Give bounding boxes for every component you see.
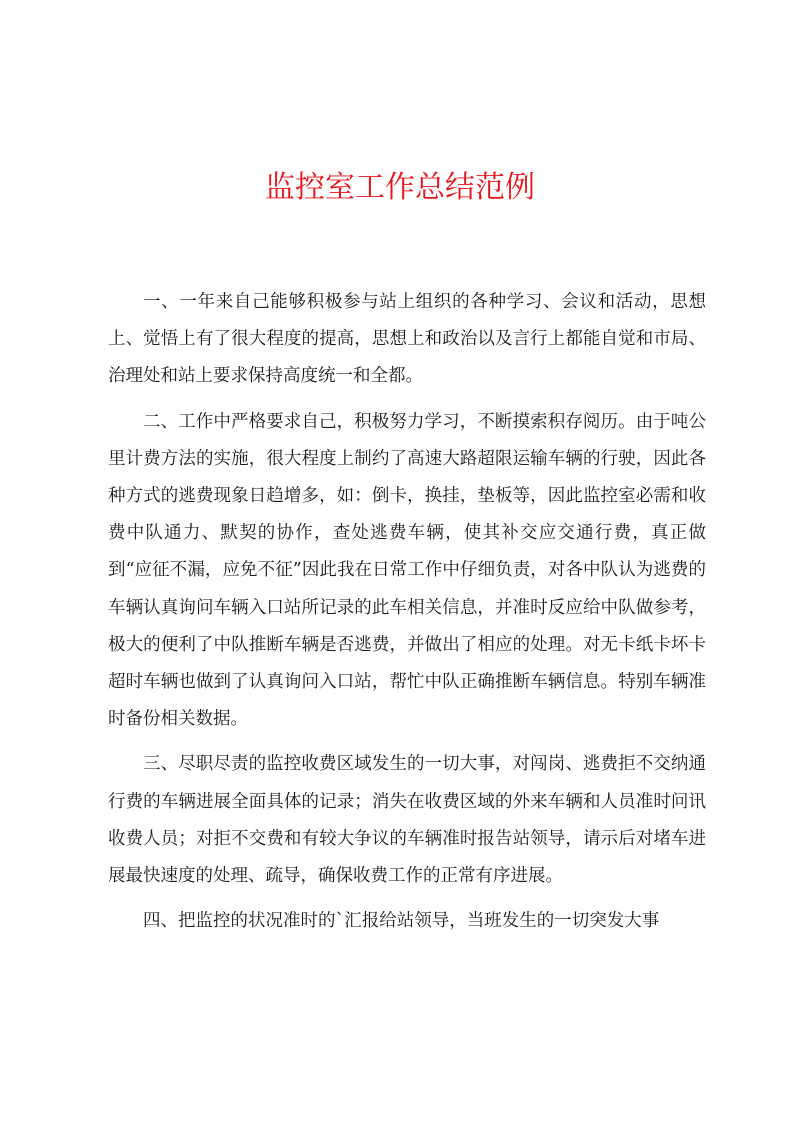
document-body <box>108 284 706 948</box>
paragraph-3: 三、尽职尽责的监控收费区域发生的一切大事，对闯岗、逃费拒不交纳通行费的车辆进展全面具体的记录；消失在收费区域的外来车辆和人员准时问讯收费人员；对拒不交费和有较大争议的车辆准时报告站领导，请示后对堵车进展最快速度的处理、疏导，确保收费工作的正常有序进展。 <box>108 754 706 887</box>
paragraph-2: 二、工作中严格要求自己，积极努力学习，不断摸索积存阅历。由于吨公里计费方法的实施，很大程度上制约了高速大路超限运输车辆的行驶，因此各种方式的逃费现象日趋增多，如：倒卡，换挂，垫板等，因此监控室必需和收费中队通力、默契的协作，查处逃费车辆，使其补交应交通行费，真正做到“应征不漏，应免不征”因此我在日常工作中仔细负责，对各中队认为逃费的车辆认真询问车辆入口站所记录的此车相关信息，并准时反应给中队做参考，极大的便利了中队推断车辆是否逃费，并做出了相应的处理。对无卡纸卡坏卡超时车辆也做到了认真询问入口站，帮忙中队正确推断车辆信息。特别车辆准时备份相关数据。 <box>108 411 706 730</box>
document-title: 监控室工作总结范例 <box>265 170 535 205</box>
paragraph-1: 一、一年来自己能够积极参与站上组织的各种学习、会议和活动，思想上、觉悟上有了很大程度的提高，思想上和政治以及言行上都能自觉和市局、治理处和站上要求保持高度统一和全都。 <box>108 292 706 387</box>
paragraph-4: 四、把监控的状况准时的`汇报给站领导，当班发生的一切突发大事 <box>143 911 660 932</box>
